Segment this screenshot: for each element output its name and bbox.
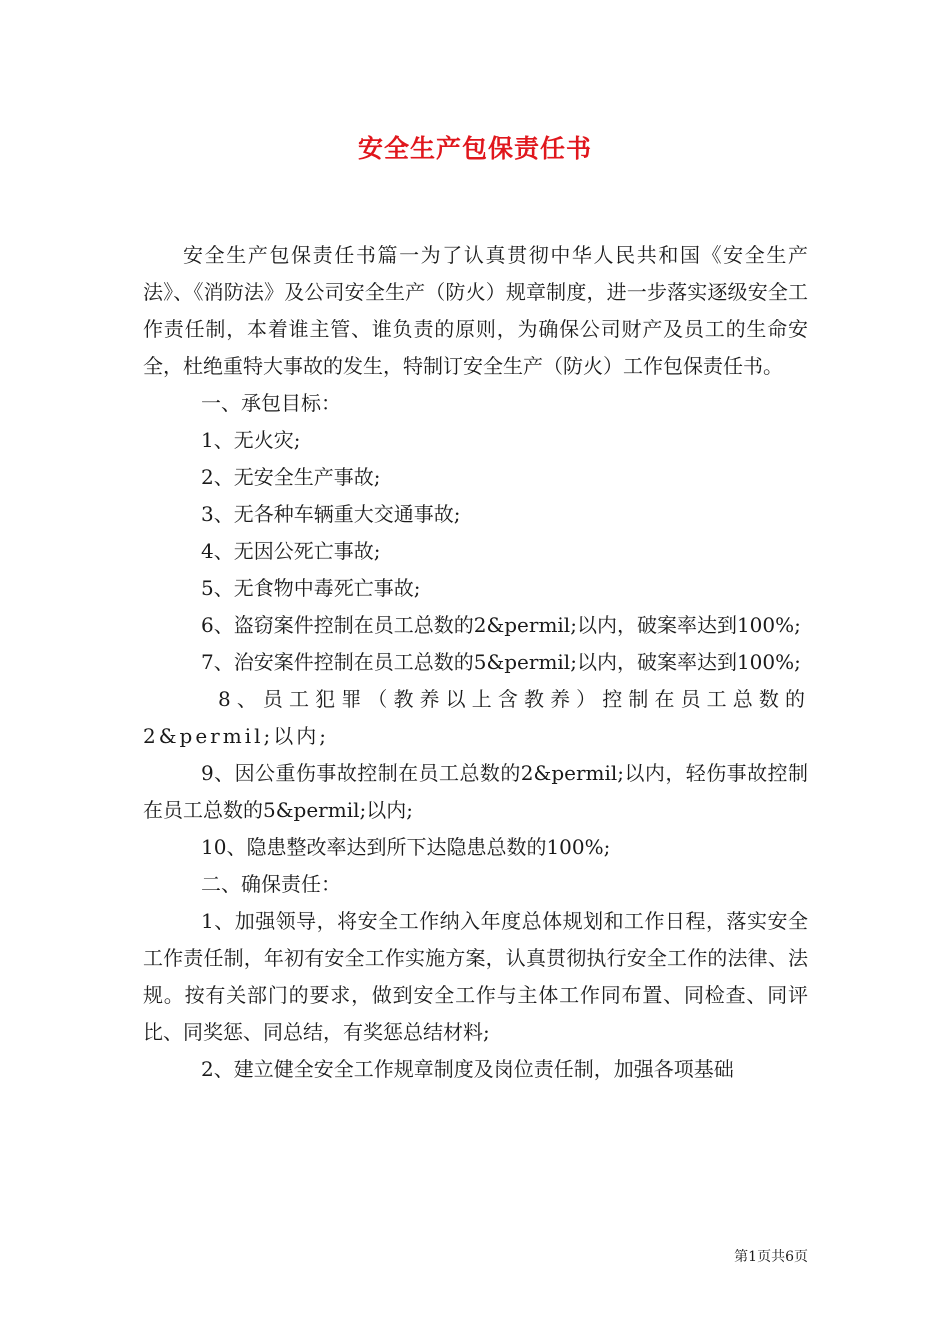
list-item: 1、无火灾;	[201, 428, 301, 452]
list-item: 3、无各种车辆重大交通事故;	[201, 502, 461, 526]
list-item: 1、加强领导，将安全工作纳入年度总体规划和工作日程，落实安全工作责任制，年初有安全工作实施方案，认真贯彻执行安全工作的法律、法规。按有关部门的要求，做到安全工作与主体工作同布置、同检查、同评比、同奖惩、同总结，有奖惩总结材料;	[143, 909, 808, 1044]
section-heading-duties: 二、确保责任：	[201, 872, 341, 896]
list-item: 7、治安案件控制在员工总数的5&permil;以内，破案率达到100%;	[201, 650, 801, 674]
list-item: 6、盗窃案件控制在员工总数的2&permil;以内，破案率达到100%;	[201, 613, 801, 637]
intro-paragraph: 安全生产包保责任书篇一为了认真贯彻中华人民共和国《安全生产法》、《消防法》及公司安全生产（防火）规章制度，进一步落实逐级安全工作责任制，本着谁主管、谁负责的原则，为确保公司财产及员工的生命安全，杜绝重特大事故的发生，特制订安全生产（防火）工作包保责任书。	[143, 243, 808, 378]
list-item: 5、无食物中毒死亡事故;	[201, 576, 421, 600]
document-title: 安全生产包保责任书	[357, 134, 592, 163]
document-body	[143, 237, 808, 1088]
list-item: 4、无因公死亡事故;	[201, 539, 381, 563]
list-item: 2、建立健全安全工作规章制度及岗位责任制，加强各项基础	[201, 1057, 734, 1081]
list-item: 10、隐患整改率达到所下达隐患总数的100%;	[201, 835, 611, 859]
section-heading-goals: 一、承包目标：	[201, 391, 341, 415]
page-number: 第1页共6页	[734, 1249, 808, 1265]
list-item: 9、因公重伤事故控制在员工总数的2&permil;以内，轻伤事故控制在员工总数的5&permil;以内;	[143, 761, 808, 822]
list-item: 8、员工犯罪（教养以上含教养）控制在员工总数的2&permil;以内;	[143, 687, 808, 748]
list-item: 2、无安全生产事故;	[201, 465, 381, 489]
